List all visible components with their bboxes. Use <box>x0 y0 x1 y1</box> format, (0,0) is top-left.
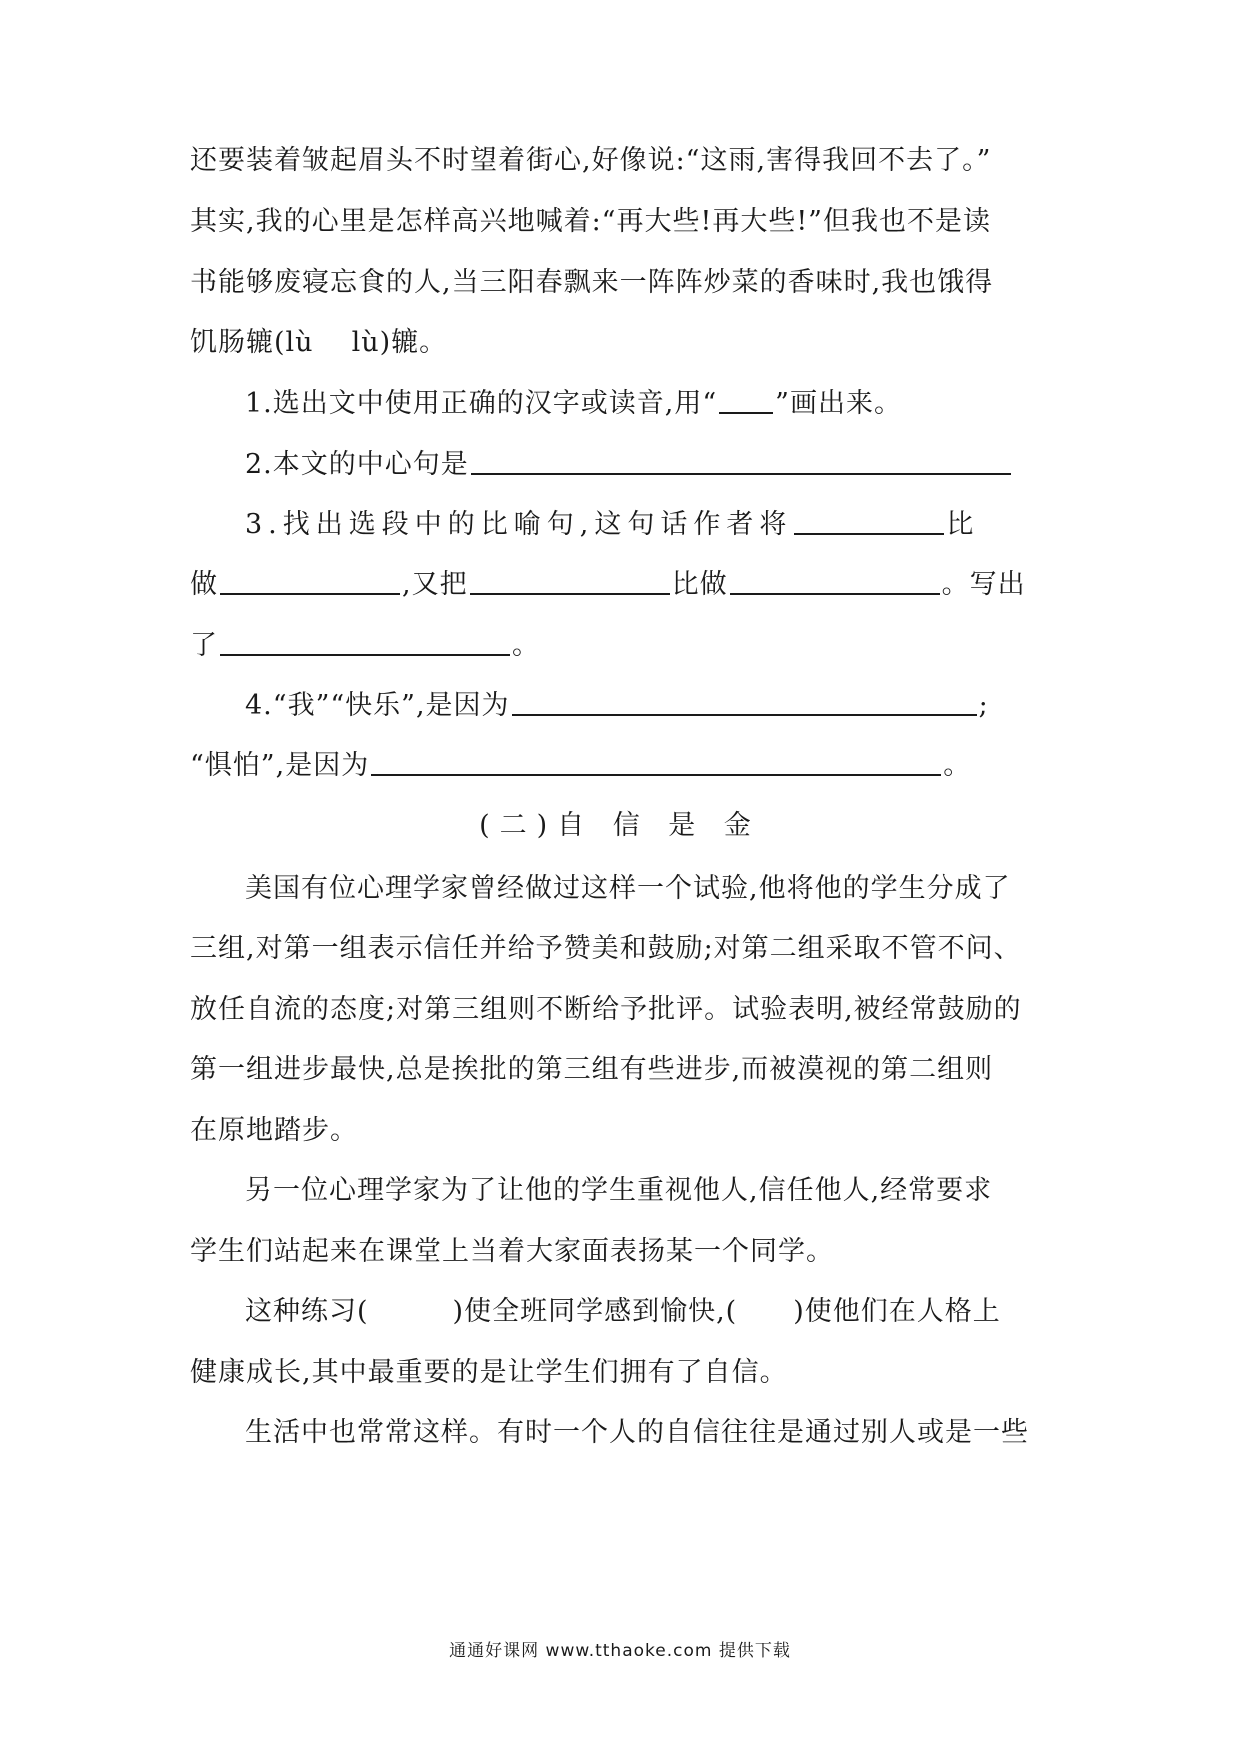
section-2-p2-line-2: 学生们站起来在课堂上当着大家面表扬某一个同学。 <box>190 1236 834 1267</box>
question-4-text-b: ; <box>978 690 989 721</box>
question-3-text-b: 比 <box>946 509 980 540</box>
question-4-blank-2[interactable] <box>371 746 941 776</box>
question-2 <box>245 445 1060 485</box>
question-3-text-c: 做 <box>190 569 218 600</box>
passage-line-2: 其实,我的心里是怎样高兴地喊着:“再大些!再大些!”但我也不是读 <box>190 206 991 237</box>
passage-line-1: 还要装着皱起眉头不时望着街心,好像说:“这雨,害得我回不去了。” <box>190 145 992 176</box>
question-1-text-b: ”画出来。 <box>775 388 902 419</box>
question-3-blank-2[interactable] <box>220 565 400 595</box>
question-3-blank-4[interactable] <box>730 565 940 595</box>
section-2-p1-line-5: 在原地踏步。 <box>190 1115 358 1146</box>
question-3-text-a: 3.找出选段中的比喻句,这句话作者将 <box>245 509 793 540</box>
section-2-p1-line-1: 美国有位心理学家曾经做过这样一个试验,他将他的学生分成了 <box>245 873 1011 904</box>
question-4-text-a: 4.“我”“快乐”,是因为 <box>245 690 510 721</box>
question-3-text-d: ,又把 <box>402 569 468 600</box>
section-2-p1-line-2: 三组,对第一组表示信任并给予赞美和鼓励;对第二组采取不管不问、 <box>190 933 1022 964</box>
section-2-title: (二)自 信 是 金 <box>479 810 761 841</box>
section-2-p3-text-c: )使他们在人格上 <box>793 1296 1001 1327</box>
question-3-blank-3[interactable] <box>470 565 670 595</box>
question-3-line-2 <box>190 565 1060 605</box>
passage-line-4 <box>190 323 1060 363</box>
section-2-p3-text-b: )使全班同学感到愉快,( <box>452 1296 738 1327</box>
question-3-text-h: 。 <box>512 630 540 661</box>
section-2-p1-line-4: 第一组进步最快,总是挨批的第三组有些进步,而被漠视的第二组则 <box>190 1054 994 1085</box>
passage-line-4-part-a: 饥肠辘(lù <box>190 327 314 358</box>
question-3-line-3 <box>190 626 1060 666</box>
question-1-text-a: 1.选出文中使用正确的汉字或读音,用“ <box>245 388 718 419</box>
section-2-p1-line-3: 放任自流的态度;对第三组则不断给予批评。试验表明,被经常鼓励的 <box>190 994 1022 1025</box>
question-3-text-g: 了 <box>190 630 218 661</box>
question-3-blank-5[interactable] <box>220 626 510 656</box>
question-1-underline-sample <box>719 384 773 414</box>
section-2-p4-line-1: 生活中也常常这样。有时一个人的自信往往是通过别人或是一些 <box>245 1417 1029 1448</box>
section-2-p3-text-a: 这种练习( <box>245 1296 369 1327</box>
passage-line-4-part-b: lù)辘。 <box>351 327 448 358</box>
question-3-text-e: 比做 <box>671 569 728 600</box>
question-3-blank-1[interactable] <box>794 505 944 535</box>
section-2-p3-line-1 <box>245 1292 1060 1332</box>
section-2-p3-line-2: 健康成长,其中最重要的是让学生们拥有了自信。 <box>190 1357 788 1388</box>
section-2-p2-line-1: 另一位心理学家为了让他的学生重视他人,信任他人,经常要求 <box>245 1175 993 1206</box>
question-2-text: 2.本文的中心句是 <box>245 449 469 480</box>
question-4-line-2 <box>190 746 1060 786</box>
passage-line-3: 书能够废寝忘食的人,当三阳春飘来一阵阵炒菜的香味时,我也饿得 <box>190 267 994 298</box>
question-3-text-f: 。写出 <box>941 569 1026 600</box>
question-4-line-1 <box>245 686 1060 726</box>
page-footer: 通通好课网 www.tthaoke.com 提供下载 <box>449 1641 791 1661</box>
question-2-answer-blank[interactable] <box>471 445 1011 475</box>
question-1 <box>245 384 1060 424</box>
question-4-text-d: 。 <box>943 750 972 781</box>
question-4-text-c: “惧怕”,是因为 <box>190 750 370 781</box>
question-3-line-1 <box>245 505 1060 545</box>
question-4-blank-1[interactable] <box>512 686 977 716</box>
